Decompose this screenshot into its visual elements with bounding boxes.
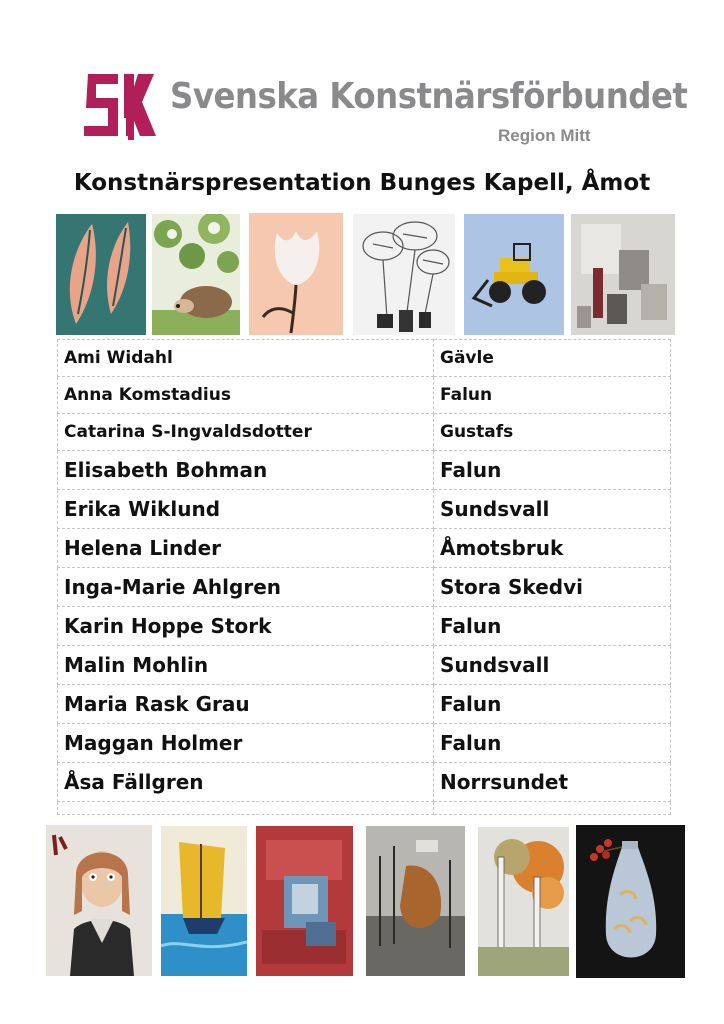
- artwork-image-harbour: [366, 826, 465, 976]
- table-row: [58, 414, 671, 451]
- artist-city: Sundsvall: [434, 490, 671, 529]
- artist-name: Catarina S-Ingvaldsdotter: [58, 414, 434, 451]
- artwork-image-sailboat: [161, 826, 247, 976]
- artist-name: Karin Hoppe Stork: [58, 607, 434, 646]
- artist-city: Falun: [434, 377, 671, 414]
- sk-logo-mark-icon: [80, 66, 166, 144]
- artist-city: Norrsundet: [434, 763, 671, 802]
- painting-icon: [571, 214, 675, 335]
- region-label: Region Mitt: [498, 126, 591, 145]
- artist-city: Gustafs: [434, 414, 671, 451]
- artwork-image-ceramic-vase: [576, 825, 685, 978]
- artwork-image-abstract-red-blue: [256, 826, 353, 976]
- artist-table: [57, 339, 671, 815]
- artist-name: Inga-Marie Ahlgren: [58, 568, 434, 607]
- artist-city: Stora Skedvi: [434, 568, 671, 607]
- table-row: [58, 568, 671, 607]
- artist-name: Elisabeth Bohman: [58, 451, 434, 490]
- artist-name: Erika Wiklund: [58, 490, 434, 529]
- painting-icon: [256, 826, 353, 976]
- painting-icon: [464, 214, 564, 335]
- organization-name: Svenska Konstnärsförbundet: [170, 76, 688, 117]
- artist-city: Åmotsbruk: [434, 529, 671, 568]
- artist-city: Falun: [434, 685, 671, 724]
- painting-icon: [56, 214, 146, 335]
- artist-city: Falun: [434, 451, 671, 490]
- artist-name: Ami Widahl: [58, 340, 434, 377]
- table-row: [58, 607, 671, 646]
- artwork-image-portrait: [46, 825, 152, 976]
- vase-icon: [576, 825, 685, 978]
- artist-city: Falun: [434, 724, 671, 763]
- artist-name: Åsa Fällgren: [58, 763, 434, 802]
- artist-city: Gävle: [434, 340, 671, 377]
- artwork-image-abstract-collage: [571, 214, 675, 335]
- artwork-image-tractor: [464, 214, 564, 335]
- painting-icon: [152, 214, 240, 335]
- table-row: [58, 646, 671, 685]
- sculpture-icon: [353, 214, 455, 335]
- table-row: [58, 763, 671, 802]
- table-row: [58, 377, 671, 414]
- artwork-image-birch-trees: [478, 827, 569, 976]
- artist-name: Malin Mohlin: [58, 646, 434, 685]
- table-row: [58, 529, 671, 568]
- table-row: [58, 340, 671, 377]
- painting-icon: [366, 826, 465, 976]
- organization-logo: [80, 66, 688, 146]
- page-title: Konstnärspresentation Bunges Kapell, Åmot: [73, 170, 651, 196]
- artist-city: Falun: [434, 607, 671, 646]
- painting-icon: [478, 827, 569, 976]
- artwork-image-wire-sculpture: [353, 214, 455, 335]
- painting-icon: [249, 213, 343, 335]
- artwork-image-leaf-shapes: [56, 214, 146, 335]
- table-row: [58, 451, 671, 490]
- table-row: [58, 724, 671, 763]
- artist-name: Maggan Holmer: [58, 724, 434, 763]
- painting-icon: [46, 825, 152, 976]
- artist-city: Sundsvall: [434, 646, 671, 685]
- painting-icon: [161, 826, 247, 976]
- artwork-image-tulip: [249, 213, 343, 335]
- artist-name: Maria Rask Grau: [58, 685, 434, 724]
- artist-name: Helena Linder: [58, 529, 434, 568]
- artist-name: Anna Komstadius: [58, 377, 434, 414]
- table-row: [58, 490, 671, 529]
- table-row-empty: [58, 802, 671, 815]
- table-row: [58, 685, 671, 724]
- artwork-image-hedgehog: [152, 214, 240, 335]
